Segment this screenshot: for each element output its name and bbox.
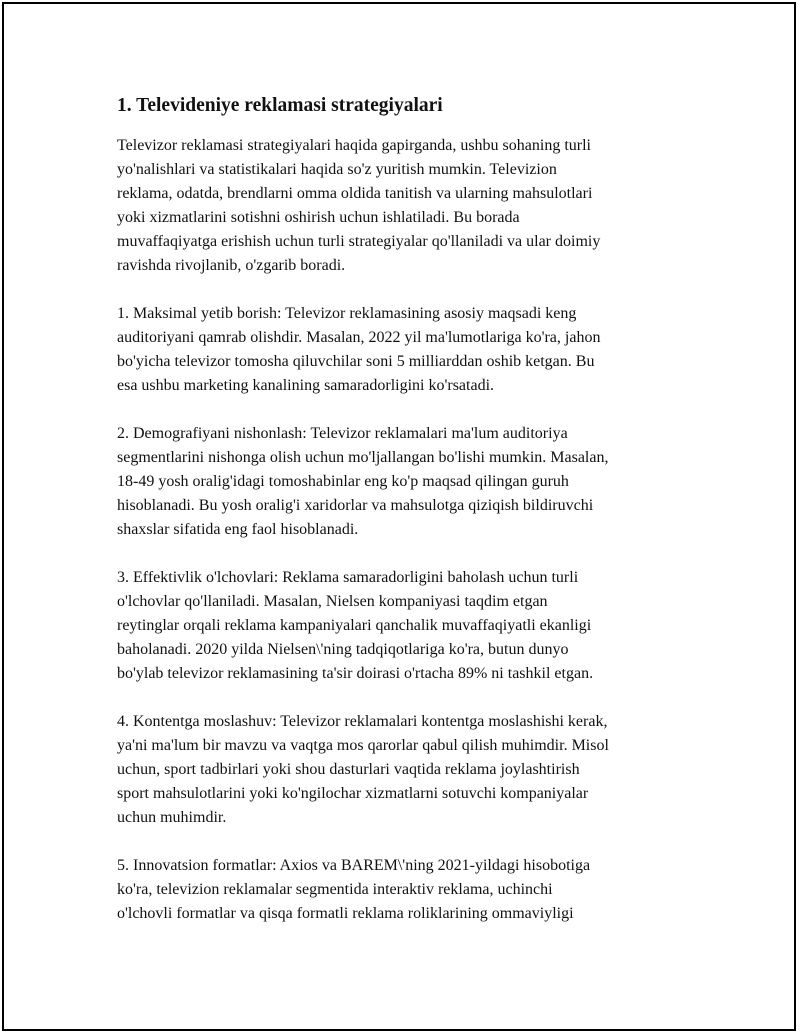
paragraph-effectiveness: 3. Effektivlik o'lchovlari: Reklama samaradorligini baholash uchun turli o'lchovlar qo'llaniladi. Masalan, Nielsen kompaniyasi taqdim etgan reytinglar orqali reklama kampaniyalari qanchalik muvaffaqiyatli ekanligi baholanadi. 2020 yilda Nielsen\'ning tadqiqotlariga ko'ra, butun dunyo bo'ylab televizor reklamasining ta'sir doirasi o'rtacha 89% ni tashkil etgan. [117, 569, 594, 682]
document-body [117, 92, 717, 950]
section-heading: 1. Televideniye reklamasi strategiyalari [117, 95, 443, 116]
paragraph-content-fit: 4. Kontentga moslashuv: Televizor reklamalari kontentga moslashishi kerak, ya'ni ma'lum bir mavzu va vaqtga mos qarorlar qabul qilish muhimdir. Misol uchun, sport tadbirlari yoki shou dasturlari vaqtida reklama joylashtirish sport mahsulotlarini yoki ko'ngilochar xizmatlarni sotuvchi kompaniyalar uchun muhimdir. [117, 713, 609, 826]
paragraph-demographics: 2. Demografiyani nishonlash: Televizor reklamalari ma'lum auditoriya segmentlarini nishonga olish uchun mo'ljallangan bo'lishi mumkin. Masalan, 18-49 yosh oralig'idagi tomoshabinlar eng ko'p maqsad qilingan guruh hisoblanadi. Bu yosh oralig'i xaridorlar va mahsulotga qiziqish bildiruvchi shaxslar sifatida eng faol hisoblanadi. [117, 425, 609, 538]
paragraph-max-reach: 1. Maksimal yetib borish: Televizor reklamasining asosiy maqsadi keng auditoriyani qamrab olishdir. Masalan, 2022 yil ma'lumotlariga ko'ra, jahon bo'yicha televizor tomosha qiluvchilar soni 5 milliarddan oshib ketgan. Bu esa ushbu marketing kanalining samaradorligini ko'rsatadi. [117, 305, 601, 394]
paragraph-innovative-formats: 5. Innovatsion formatlar: Axios va BAREM\'ning 2021-yildagi hisobotiga ko'ra, televizion reklamalar segmentida interaktiv reklama, uchinchi o'lchovli formatlar va qisqa formatli reklama roliklarining ommaviyligi [117, 857, 591, 922]
intro-paragraph: Televizor reklamasi strategiyalari haqida gapirganda, ushbu sohaning turli yo'nalishlari va statistikalari haqida so'z yuritish mumkin. Televizion reklama, odatda, brendlarni omma oldida tanitish va ularning mahsulotlari yoki xizmatlarini sotishni oshirish uchun ishlatiladi. Bu borada muvaffaqiyatga erishish uchun turli strategiyalar qo'llaniladi va ular doimiy ravishda rivojlanib, o'zgarib boradi. [117, 137, 601, 274]
